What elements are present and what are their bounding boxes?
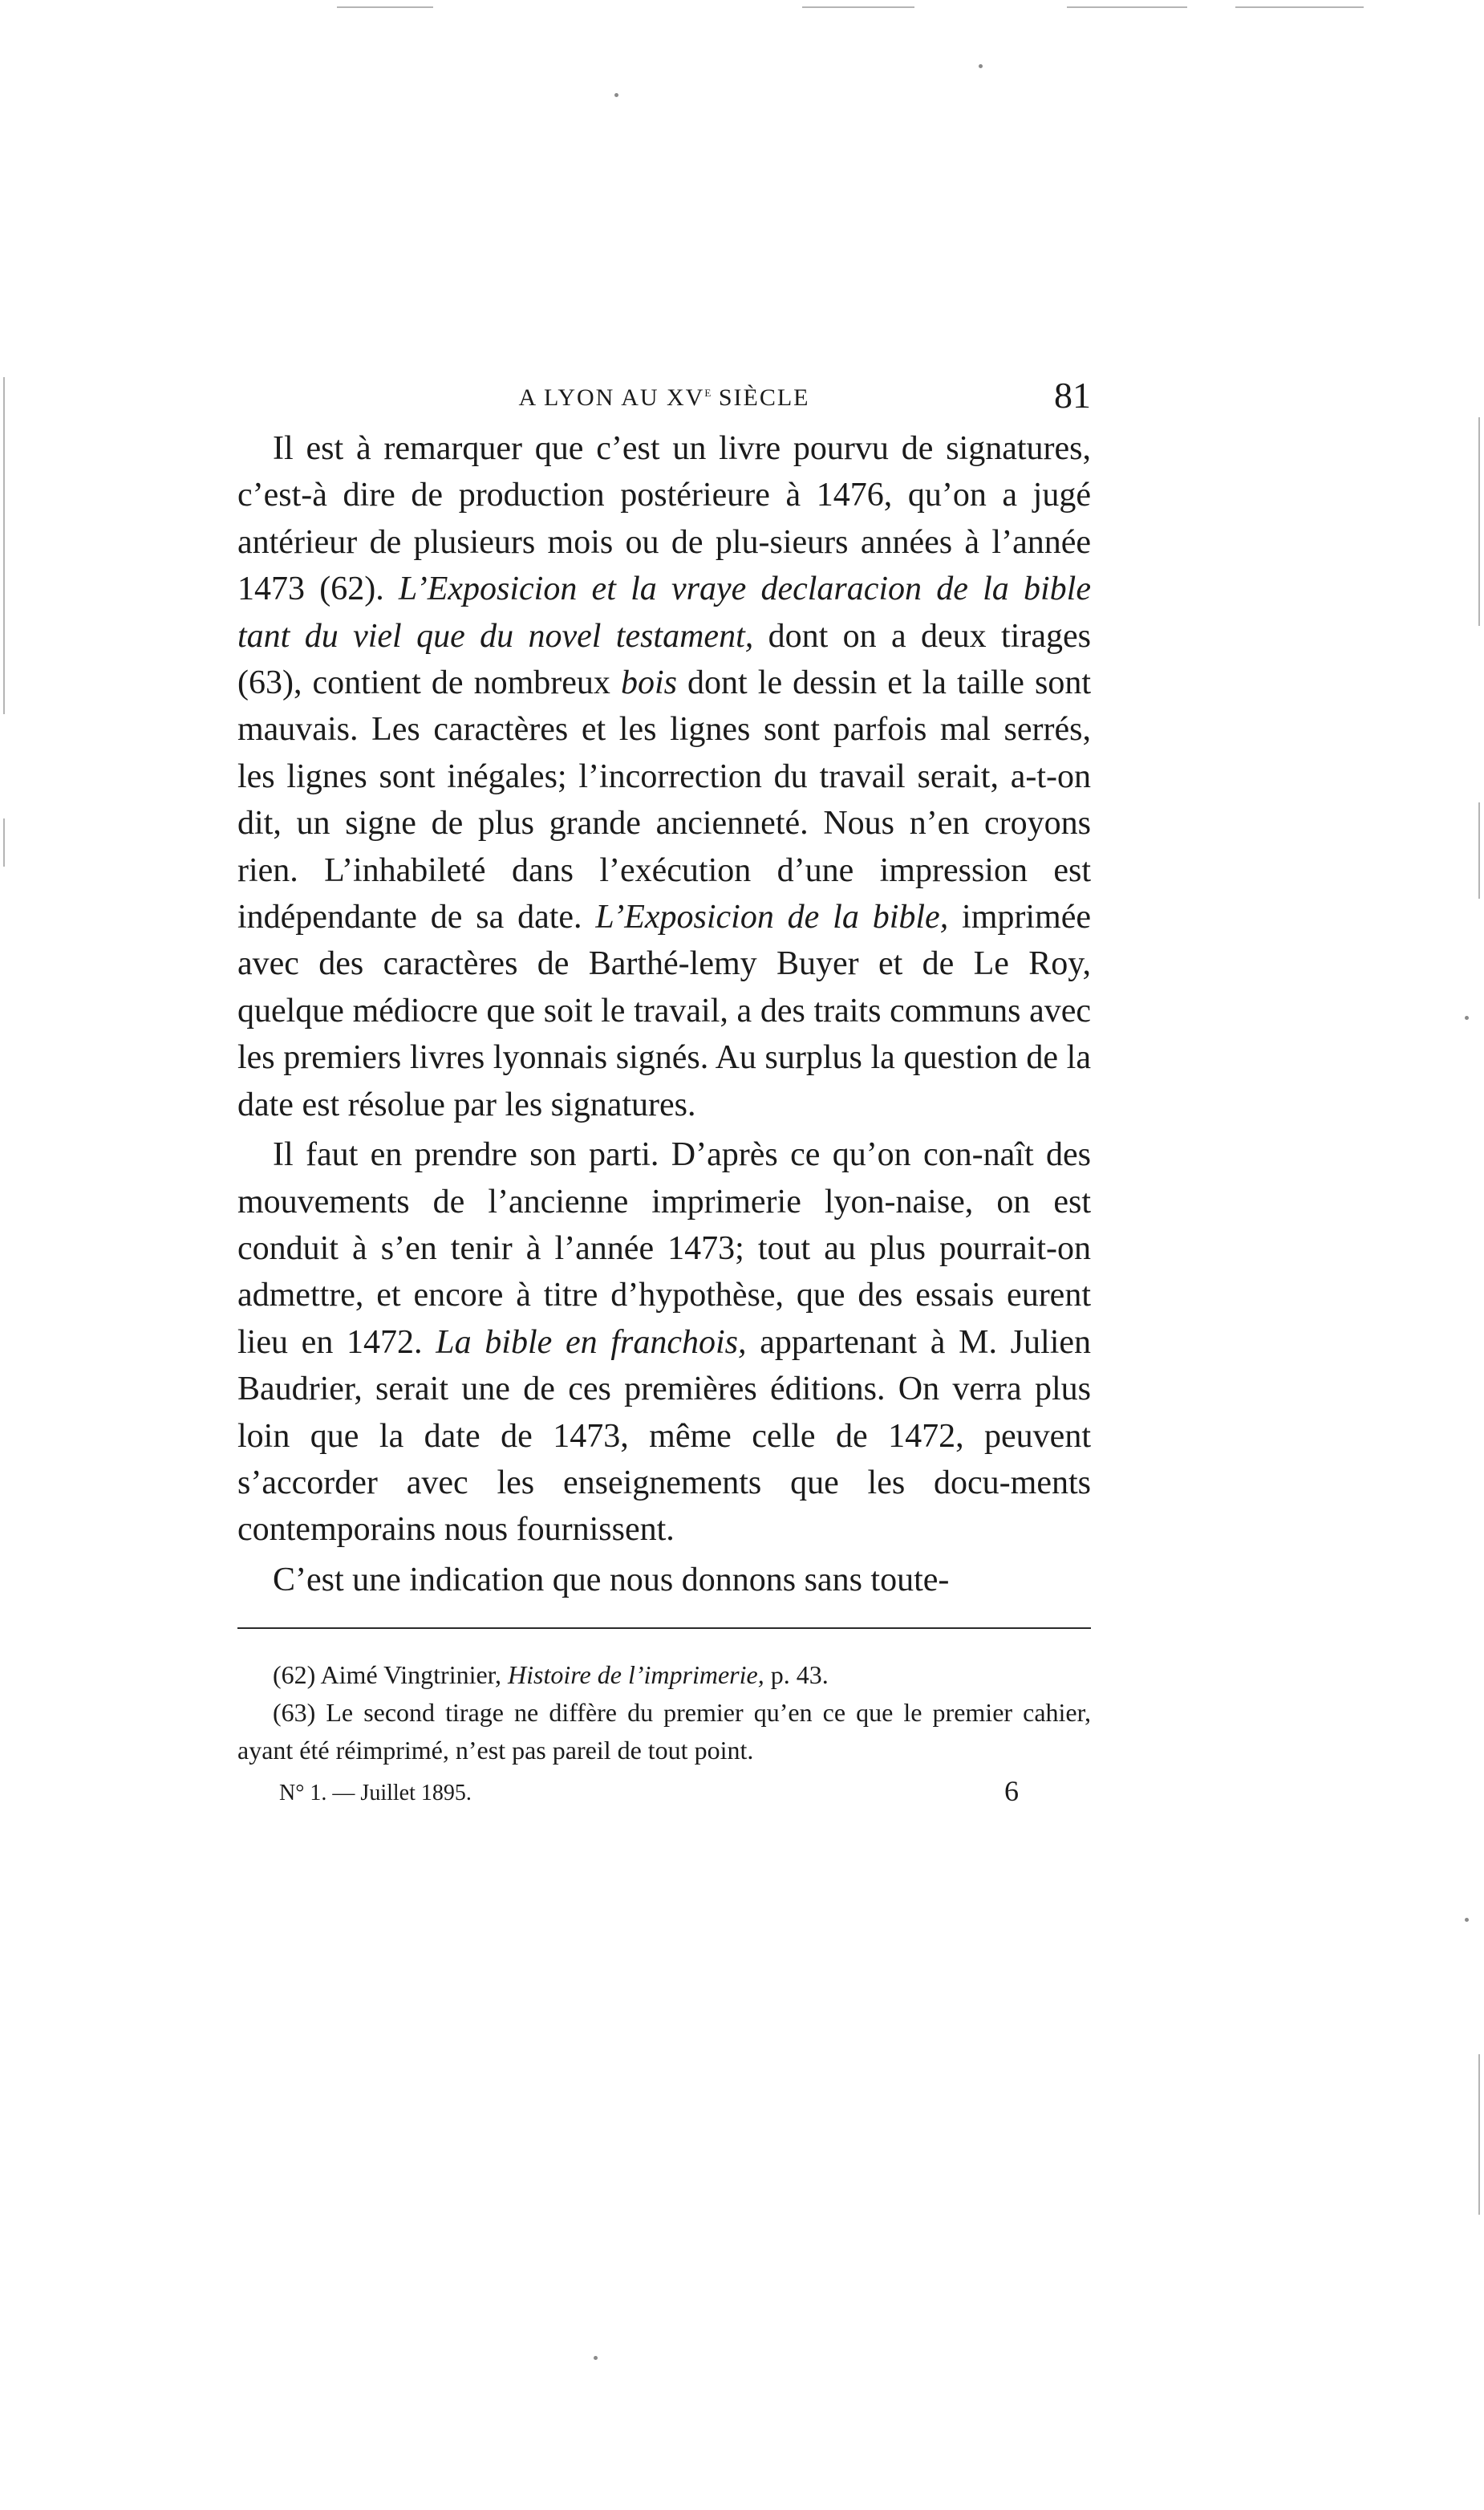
footnote-62: (62) Aimé Vingtrinier, Histoire de l’imprimerie, p. 43. [273,1660,829,1690]
page-number: 81 [1054,375,1091,416]
body-paragraph: Il faut en prendre son parti. D’après ce qu’on con-naît des mouvements de l’ancienne imprimerie lyon-naise, on est conduit à s’en tenir à l’année 1473; tout au plus pourrait-on admettre, et encore à titre d’hypothèse, que des essais eurent lieu en 1472. La bible en franchois, appartenant à M. Julien Baudrier, serait une de ces premières éditions. On verra plus loin que la date de 1473, même celle de 1472, peuvent s’accorder avec les enseignements que les docu-ments contemporains nous fournissent. [237,1136,1092,1549]
scan-edge-right [1478,417,1480,626]
scan-edge-top [1235,6,1364,8]
issue-mark: N° 1. — Juillet 1895. [279,1781,472,1806]
running-head [237,369,1091,425]
scan-edge-top [337,6,433,8]
scan-edge-top [802,6,914,8]
scan-edge-left [3,377,5,714]
ink-speck [594,2356,598,2360]
body-paragraph: C’est une indication que nous donnons sans toute- [273,1561,950,1598]
scan-edge-right [1478,2054,1480,2215]
scan-edge-top [1067,6,1187,8]
signature-line [237,1774,1091,1814]
ink-speck [1465,1016,1469,1020]
body-paragraph: Il est à remarquer que c’est un livre pourvu de signatures, c’est-à dire de production postérieure à 1476, qu’on a jugé antérieur de plusieurs mois ou de plu-sieurs années à l’année 1473 (62). L’Exposicion et la vraye declaracion de la bible tant du viel que du novel testament, dont on a deux tirages (63), contient de nombreux bois dont le dessin et la taille sont mauvais. Les caractères et les lignes sont parfois mal serrés, les lignes sont inégales; l’incorrection du travail serait, a-t-on dit, un signe de plus grande ancienneté. Nous n’en croyons rien. L’inhabileté dans l’exécution d’une impression est indépendante de sa date. L’Exposicion de la bible, imprimée avec des caractères de Barthé-lemy Buyer et de Le Roy, quelque médiocre que soit le travail, a des traits communs avec les premiers livres lyonnais signés. Au surplus la question de la date est résolue par les signatures. [237,430,1092,1123]
book-title: La bible en franchois, [436,1323,747,1361]
footnote-63: (63) Le second tirage ne diffère du premier qu’en ce que le premier cahier, ayant été réimprimé, n’est pas pareil de tout point. [237,1698,1091,1765]
scan-edge-left [3,818,5,867]
book-title: L’Exposicion de la bible, [595,899,949,936]
book-page [237,369,1091,1814]
ink-speck [979,64,983,68]
sheet-number: 6 [1004,1775,1019,1808]
footnote-rule [237,1627,1091,1629]
emphasis: bois [620,664,677,702]
ink-speck [614,93,618,97]
ink-speck [1465,1918,1469,1922]
running-title: A LYON AU XVe SIÈCLE [518,384,810,411]
footnotes [237,1656,1091,1769]
scan-edge-right [1478,802,1480,899]
book-title: L’Exposicion et la vraye declaracion de la bible tant du viel que du novel testament, [237,571,1091,655]
